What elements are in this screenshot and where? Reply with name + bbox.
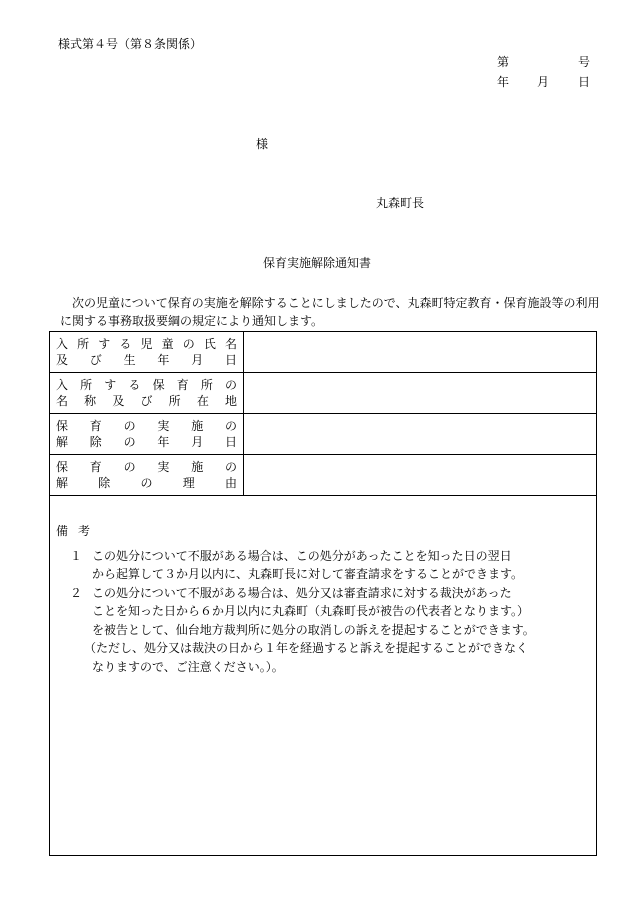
- recipient-honorific: 様: [256, 137, 269, 151]
- row-label-line: 解除の理由: [56, 476, 237, 490]
- remark-number: １: [70, 548, 83, 563]
- row-label-line: 入所する保育所の: [56, 378, 237, 392]
- remarks-heading: 備考: [56, 524, 101, 538]
- table-row-release-date: [50, 414, 596, 455]
- remark-note-1: [56, 547, 586, 584]
- row-label: [50, 332, 244, 372]
- date-day-label: 日: [578, 75, 591, 89]
- details-table: [49, 331, 597, 856]
- row-label-line: 保育の実施の: [56, 419, 237, 433]
- row-label: [50, 414, 244, 454]
- document-title: 保育実施解除通知書: [263, 256, 372, 270]
- row-value-release-reason: [244, 455, 596, 495]
- table-row-child-name: [50, 332, 596, 373]
- row-label-line: 名称及び所在地: [56, 394, 237, 408]
- row-label: [50, 373, 244, 413]
- table-row-nursery: [50, 373, 596, 414]
- remark-line: から起算して３か月以内に、丸森町長に対して審査請求をすることができます。: [92, 567, 524, 581]
- remark-line: ことを知った日から６か月以内に丸森町（丸森町長が被告の代表者となります。）: [92, 604, 530, 618]
- issuer-title: 丸森町長: [376, 196, 425, 210]
- row-label: [50, 455, 244, 495]
- row-value-child-name: [244, 332, 596, 372]
- document-number-suffix: 号: [578, 55, 591, 69]
- remark-line: この処分について不服がある場合は、処分又は審査請求に対する裁決があった: [92, 585, 512, 600]
- row-label-line: 保育の実施の: [56, 460, 237, 474]
- date-month-label: 月: [537, 75, 550, 89]
- row-value-release-date: [244, 414, 596, 454]
- row-value-nursery: [244, 373, 596, 413]
- form-number: 様式第４号（第８条関係）: [58, 37, 203, 51]
- table-row-release-reason: [50, 455, 596, 496]
- row-label-line: 解除の年月日: [56, 435, 237, 449]
- document-number-prefix: 第: [497, 55, 510, 69]
- remark-number: ２: [70, 585, 83, 600]
- row-label-line: 及び生年月日: [56, 353, 237, 367]
- remark-line: なりますので、ご注意ください。）。: [92, 659, 284, 674]
- remark-line: この処分について不服がある場合は、この処分があったことを知った日の翌日: [92, 548, 512, 563]
- remark-note-2: [56, 584, 586, 677]
- date-year-label: 年: [497, 75, 510, 89]
- remarks-section: [56, 522, 586, 676]
- remark-line: を被告として、仙台地方裁判所に処分の取消しの訴えを提起することができます。: [92, 622, 535, 637]
- row-label-line: 入所する児童の氏名: [56, 337, 237, 351]
- notice-body-text: 次の児童について保育の実施を解除することにしましたので、丸森町特定教育・保育施設等の利用に関する事務取扱要綱の規定により通知します。: [60, 296, 600, 328]
- remark-line: （ただし、処分又は裁決の日から１年を経過すると訴えを提起することができなく: [84, 641, 529, 655]
